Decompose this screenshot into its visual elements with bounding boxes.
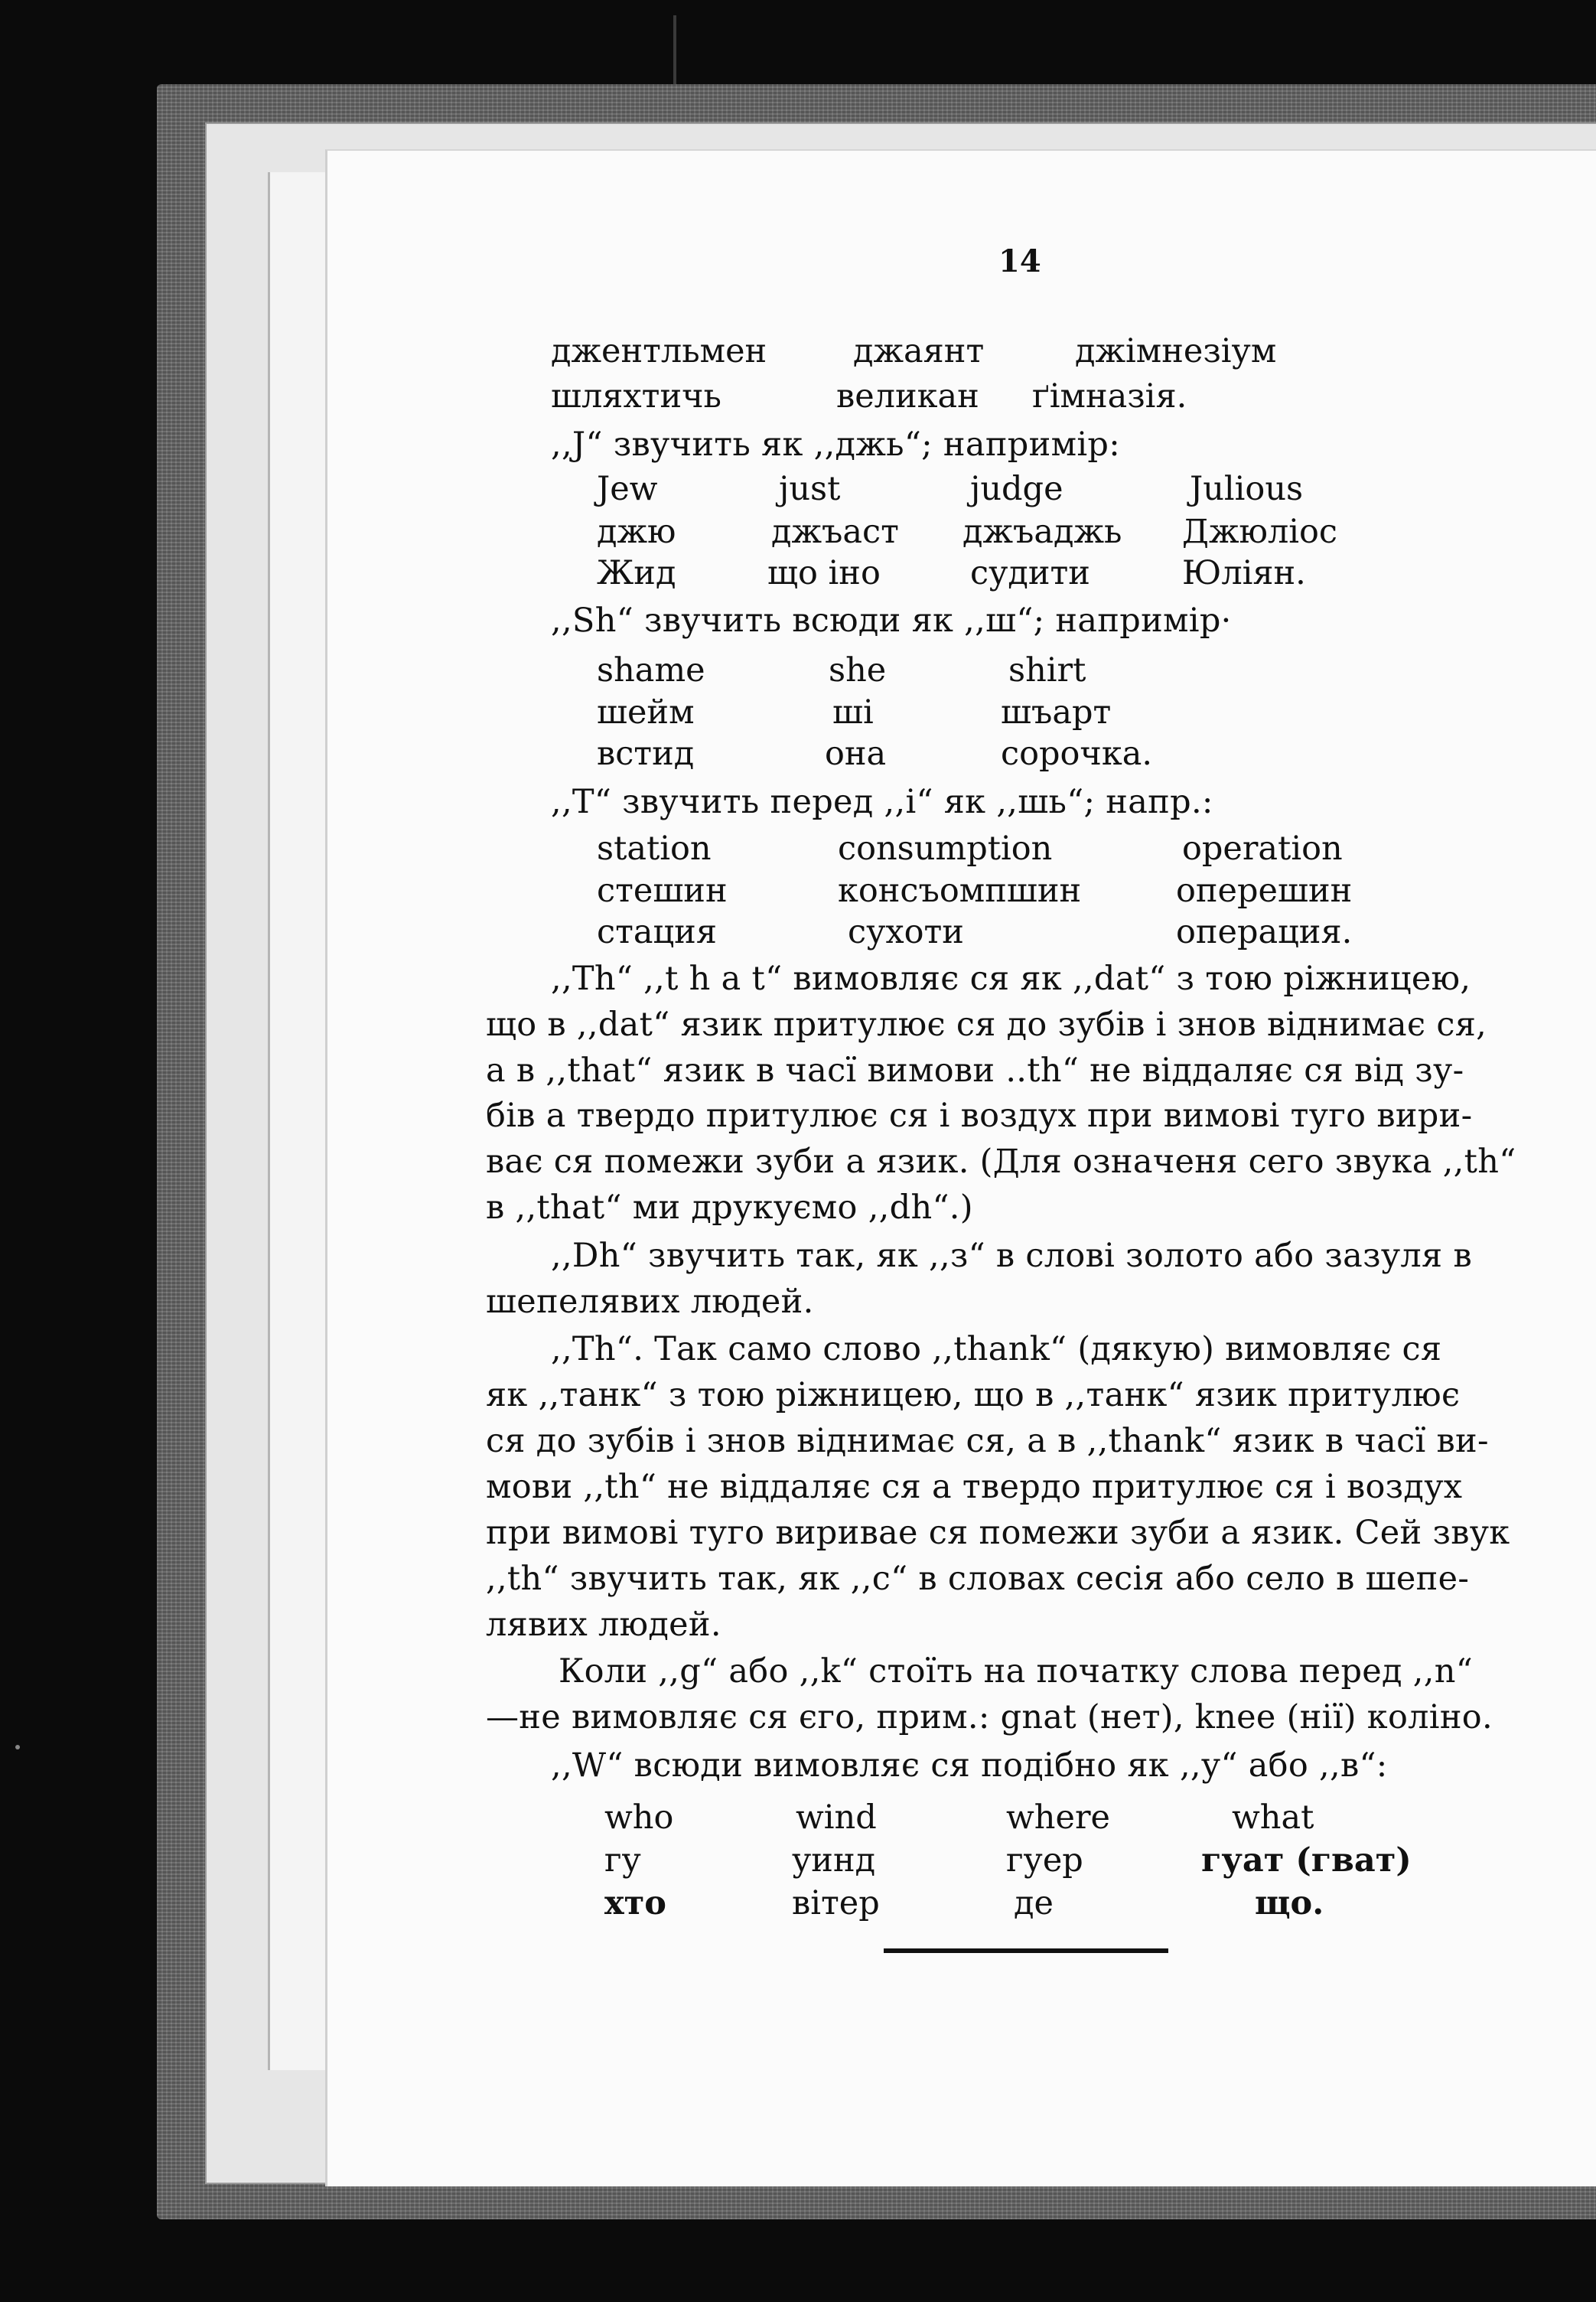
w-table-cell: що. xyxy=(1255,1884,1324,1922)
j-table-cell: judge xyxy=(970,470,1063,508)
word-cell: джімнезіум xyxy=(1075,332,1277,370)
j-table-cell: just xyxy=(779,470,841,508)
page-number: 14 xyxy=(998,243,1041,279)
w-table-cell: who xyxy=(604,1798,674,1837)
text-line: ,,Dh“ звучить так, як ,,з“ в слові золото або зазуля в xyxy=(551,1237,1472,1275)
text-line: мови ,,th“ не віддаляє ся а твердо притулює ся і воздух xyxy=(486,1468,1463,1506)
word-cell: ґімназія. xyxy=(1032,377,1187,416)
t-table-cell: consumption xyxy=(838,830,1053,868)
section-rule xyxy=(884,1948,1168,1953)
j-table-cell: Джюліос xyxy=(1182,513,1337,551)
text-line: в ,,that“ ми друкуємо ,,dh“.) xyxy=(486,1188,973,1227)
text-line: що в ,,dat“ язик притулює ся до зубів і знов віднимає ся, xyxy=(486,1006,1487,1044)
sh-table-cell: shirt xyxy=(1008,651,1086,690)
sh-table-cell: she xyxy=(829,651,887,690)
text-line: ся до зубів і знов віднимає ся, а в ,,thank“ язик в часї ви- xyxy=(486,1422,1489,1460)
t-table-cell: стация xyxy=(597,913,717,951)
t-table-cell: operation xyxy=(1182,830,1343,868)
w-table-cell: what xyxy=(1232,1798,1314,1837)
sh-table-cell: ші xyxy=(832,693,874,732)
text-line: ,,T“ звучить перед ,,i“ як ,,шь“; напр.: xyxy=(551,783,1213,821)
sh-table-cell: шейм xyxy=(597,693,695,732)
j-table-cell: судити xyxy=(970,554,1090,592)
text-line: ,,W“ всюди вимовляє ся подібно як ,,у“ або ,,в“: xyxy=(551,1746,1388,1785)
word-cell: шляхтичь xyxy=(551,377,721,416)
sh-table-cell: shame xyxy=(597,651,705,690)
text-line: лявих людей. xyxy=(486,1606,721,1644)
w-table-cell: вітер xyxy=(792,1884,880,1922)
text-line: ,,th“ звучить так, як ,,с“ в словах сесія або село в шепе- xyxy=(486,1560,1470,1598)
text-line: ,,Th“ ,,t h a t“ вимовляє ся як ,,dat“ з тою ріжницею, xyxy=(551,960,1471,998)
t-table-cell: сухоти xyxy=(848,913,964,951)
w-table-cell: гуер xyxy=(1006,1841,1083,1880)
text-line: ває ся помежи зуби а язик. (Для означеня сего звука ,,th“ xyxy=(486,1143,1516,1181)
w-table-cell: уинд xyxy=(792,1841,876,1880)
text-line: ,,Sh“ звучить всюди як ,,ш“; напримір· xyxy=(551,602,1232,640)
word-cell: джентльмен xyxy=(551,332,767,370)
text-line: —не вимовляє ся єго, прим.: gnat (нет), knee (нії) коліно. xyxy=(486,1698,1493,1736)
word-cell: джаянт xyxy=(853,332,985,370)
w-table-cell: where xyxy=(1006,1798,1110,1837)
j-table-cell: джъаст xyxy=(771,513,899,551)
text-line: ,,J“ звучить як ,,джь“; напримір: xyxy=(551,426,1120,464)
sh-table-cell: сорочка. xyxy=(1001,735,1152,773)
w-table-cell: гу xyxy=(604,1841,641,1880)
t-table-cell: операция. xyxy=(1176,913,1353,951)
text-line: бів а твердо притулює ся і воздух при вимові туго вири- xyxy=(486,1097,1473,1135)
j-table-cell: Юліян. xyxy=(1182,554,1306,592)
w-table-cell: хто xyxy=(604,1884,666,1922)
sh-table-cell: она xyxy=(825,735,887,773)
j-table-cell: Julious xyxy=(1190,470,1304,508)
scan-artifact xyxy=(673,15,676,84)
j-table-cell: джю xyxy=(597,513,676,551)
text-line: ,,Th“. Так само слово ,,thank“ (дякую) вимовляє ся xyxy=(551,1330,1442,1368)
text-line: Коли ,,g“ або ,,k“ стоїть на початку слова перед ,,n“ xyxy=(559,1652,1473,1691)
t-table-cell: station xyxy=(597,830,712,868)
t-table-cell: консъомпшин xyxy=(838,872,1082,910)
text-line: шепелявих людей. xyxy=(486,1283,814,1321)
w-table-cell: де xyxy=(1014,1884,1054,1922)
sh-table-cell: шъарт xyxy=(1001,693,1112,732)
t-table-cell: стешин xyxy=(597,872,728,910)
w-table-cell: wind xyxy=(796,1798,877,1837)
text-line: при вимові туго виривае ся помежи зуби а язик. Сей звук xyxy=(486,1514,1510,1552)
j-table-cell: Жид xyxy=(597,554,676,592)
scan-artifact xyxy=(15,1745,20,1749)
w-table-cell: гуат (гват) xyxy=(1201,1841,1412,1880)
sh-table-cell: встид xyxy=(597,735,695,773)
j-table-cell: Jew xyxy=(597,470,658,508)
word-cell: великан xyxy=(836,377,979,416)
j-table-cell: що іно xyxy=(767,554,881,592)
t-table-cell: оперешин xyxy=(1176,872,1353,910)
text-line: як ,,танк“ з тою ріжницею, що в ,,танк“ язик притулює xyxy=(486,1376,1461,1414)
text-line: а в ,,that“ язик в часї вимови ..th“ не віддаляє ся від зу- xyxy=(486,1052,1464,1090)
j-table-cell: джъаджь xyxy=(962,513,1122,551)
